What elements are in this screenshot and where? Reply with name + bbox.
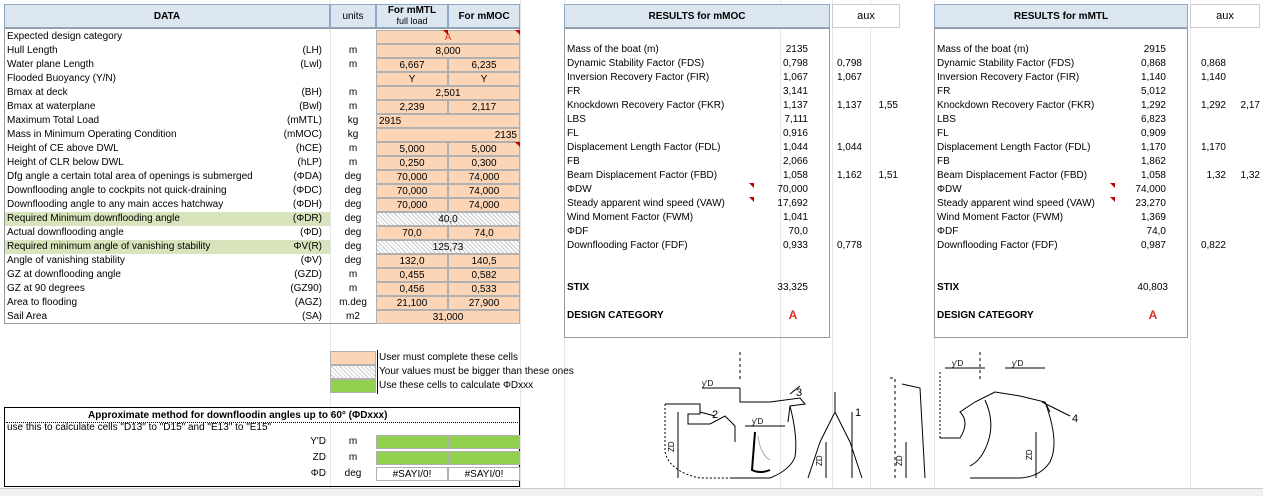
result-value[interactable]: 70,000 [777,184,808,195]
moc-cell[interactable]: 6,235 [448,58,520,72]
comment-marker [515,142,520,147]
result-aux2[interactable] [868,127,898,141]
result-aux1[interactable] [832,127,862,141]
approx-v2[interactable]: #SAYI/0! [448,467,520,481]
result-value[interactable]: 70,0 [788,226,808,237]
result-aux1[interactable]: 0,798 [836,58,862,69]
result-label: Mass of the boat (m) [937,44,1029,55]
header-for-mmoc[interactable] [448,4,520,28]
legend-user-text: User must complete these cells [379,352,518,363]
mtl-cell[interactable]: 21,100 [376,296,448,310]
legend-bigger-text: Your values must be bigger than these ones [379,366,574,377]
result-aux1[interactable]: 1,32 [1206,170,1226,181]
result-value[interactable]: 1,862 [1140,156,1166,167]
header-for-mmoc-label: For mMOC [458,10,510,22]
diagram-zd-label-1: ZD [667,441,676,452]
approx-row-unit: m [348,452,358,463]
approx-title: Approximate method for downfloodin angles up to 60° (ΦDxxx) [88,410,388,421]
data-row-abbr: (hCE) [295,143,322,154]
moc-cell[interactable]: 2,117 [448,100,520,114]
approx-row-label: ΦD [310,468,326,479]
header-data[interactable] [4,4,330,28]
result-aux2[interactable] [1230,225,1260,239]
header-for-mmtl[interactable] [376,4,448,28]
full-load-cell[interactable]: 8,000 [376,44,520,58]
mtl-cell[interactable]: 70,0 [376,226,448,240]
header-aux-label: aux [1216,10,1234,22]
result-aux1[interactable] [1196,211,1226,225]
result-aux1[interactable] [1196,43,1226,57]
header-results-mmoc[interactable] [564,4,830,28]
data-row-abbr: (LH) [302,45,322,56]
stix-value-mmoc[interactable]: 33,325 [777,282,808,293]
result-value[interactable]: 3,141 [782,86,808,97]
data-row-unit: m [348,59,358,70]
data-row-abbr: (Lwl) [300,59,322,70]
data-row-label: Required minimum angle of vanishing stability [7,241,211,252]
result-value[interactable]: 1,044 [782,142,808,153]
comment-marker [749,197,754,202]
result-aux1[interactable]: 1,137 [836,100,862,111]
approx-v1[interactable] [376,435,448,449]
data-row-label: Mass in Minimum Operating Condition [7,129,177,140]
result-aux2[interactable] [868,197,898,211]
result-aux2[interactable] [1230,211,1260,225]
result-aux1[interactable] [1196,225,1226,239]
result-value[interactable]: 74,000 [1135,184,1166,195]
approx-v1[interactable]: #SAYI/0! [376,467,448,481]
data-row-label: Sail Area [7,311,48,322]
result-label: Displacement Length Factor (FDL) [567,142,721,153]
result-aux2[interactable] [868,113,898,127]
result-aux2[interactable] [1230,239,1260,253]
result-label: Wind Moment Factor (FWM) [937,212,1064,223]
result-value[interactable]: 1,292 [1140,100,1166,111]
result-label: Mass of the boat (m) [567,44,659,55]
data-row-label: Flooded Buoyancy (Y/N) [7,73,116,84]
data-row-unit: m.deg [339,297,367,308]
result-aux2[interactable] [868,57,898,71]
result-aux2[interactable] [1230,127,1260,141]
result-value[interactable]: 1,137 [782,100,808,111]
header-units-label: units [342,10,364,22]
data-row-unit: m [348,157,358,168]
result-aux1[interactable] [832,225,862,239]
result-value[interactable]: 2135 [785,44,808,55]
diagram-zd-label-3: ZD [895,455,904,466]
mtl-cell[interactable]: 2915 [376,114,520,128]
result-value[interactable]: 0,868 [1140,58,1166,69]
diagram-yd-label-1: y'D [702,379,714,388]
downflooding-diagram [640,342,1110,488]
data-row-abbr: (ΦDH) [292,199,322,210]
comment-marker [1110,183,1115,188]
data-row-abbr: (AGZ) [294,297,322,308]
result-label: FR [937,86,951,97]
result-aux1[interactable] [1196,155,1226,169]
diagram-yd-label-2: y'D [752,417,764,426]
approx-row-unit: deg [344,468,362,479]
result-aux1[interactable] [1196,183,1226,197]
result-value[interactable]: 1,041 [782,212,808,223]
full-load-cell[interactable]: A [376,30,520,44]
legend-user-swatch [330,351,376,365]
data-row-abbr: (ΦDC) [292,185,322,196]
result-label: Downflooding Factor (FDF) [567,240,688,251]
result-label: FL [937,128,949,139]
approx-subtitle: use this to calculate cells "D13" to "D15" and "E13" to "E15" [7,422,272,433]
header-full-load-label: full load [396,16,428,26]
result-value[interactable]: 1,140 [1140,72,1166,83]
result-label: Wind Moment Factor (FWM) [567,212,694,223]
data-row-unit: m [348,269,358,280]
comment-marker [515,30,520,35]
data-row-unit: kg [347,115,359,126]
result-aux1[interactable] [1196,113,1226,127]
moc-cell[interactable]: 74,0 [448,226,520,240]
result-label: Beam Displacement Factor (FBD) [567,170,718,181]
result-aux1[interactable] [832,85,862,99]
result-value[interactable]: 23,270 [1135,198,1166,209]
result-value[interactable]: 7,111 [784,114,808,125]
diagram-label-4: 4 [1072,413,1079,425]
result-label: ΦDW [937,184,962,195]
result-aux1[interactable]: 1,162 [836,170,862,181]
result-aux1[interactable] [832,113,862,127]
result-label: Displacement Length Factor (FDL) [937,142,1091,153]
legend-calc-text: Use these cells to calculate ΦDxxx [379,380,534,391]
header-for-mmtl-label: For mMTL [387,5,437,16]
result-aux2[interactable] [1230,85,1260,99]
result-aux2[interactable] [1230,183,1260,197]
approx-row-label: Y'D [310,436,326,447]
moc-cell[interactable]: 0,533 [448,282,520,296]
result-aux2[interactable] [868,141,898,155]
data-row-label: Downflooding angle to cockpits not quick-draining [7,185,227,196]
design-category-label-mmtl: DESIGN CATEGORY [937,310,1034,321]
result-value[interactable]: 0,916 [782,128,808,139]
design-category-label-mmoc: DESIGN CATEGORY [567,310,664,321]
moc-cell[interactable]: 27,900 [448,296,520,310]
data-row-unit: m [348,143,358,154]
data-row-unit: m [348,45,358,56]
moc-cell[interactable]: 74,000 [448,198,520,212]
data-row-label: Hull Length [7,45,58,56]
data-row-abbr: (GZD) [294,269,322,280]
result-label: LBS [567,114,586,125]
result-value[interactable]: 1,058 [1140,170,1166,181]
data-row-abbr: (SA) [302,311,322,322]
diagram-yd-label-4: y'D [1012,359,1024,368]
header-results-mmtl-label: RESULTS for mMTL [1013,10,1109,22]
comment-marker [1110,197,1115,202]
moc-cell[interactable]: 0,582 [448,268,520,282]
result-label: FB [937,156,950,167]
result-value[interactable]: 17,692 [777,198,808,209]
result-aux1[interactable]: 1,170 [1200,142,1226,153]
result-label: FR [567,86,581,97]
moc-cell[interactable]: 140,5 [448,254,520,268]
data-row-label: Downflooding angle to any main acces hatchway [7,199,224,210]
mtl-cell[interactable]: 70,000 [376,184,448,198]
result-aux1[interactable]: 1,044 [836,142,862,153]
legend-divider [377,350,378,394]
result-aux2[interactable] [868,211,898,225]
diagram-label-1: 1 [855,407,862,419]
result-label: Steady apparent wind speed (VAW) [937,198,1095,209]
result-aux2[interactable] [868,43,898,57]
result-label: Downflooding Factor (FDF) [937,240,1058,251]
result-aux2[interactable] [1230,57,1260,71]
result-aux1[interactable] [1196,127,1226,141]
data-row-abbr: (BH) [301,87,322,98]
data-row-abbr: (mMTL) [287,115,322,126]
diagram-zd-label-4: ZD [1025,449,1034,460]
result-aux1[interactable] [832,183,862,197]
result-aux2[interactable]: 1,32 [1240,170,1260,181]
data-row-abbr: (ΦV) [300,255,322,266]
result-aux2[interactable] [1230,155,1260,169]
result-aux1[interactable] [832,211,862,225]
mtl-cell[interactable]: 0,455 [376,268,448,282]
result-aux1[interactable] [832,197,862,211]
data-row-label: Water plane Length [7,59,94,70]
mtl-cell[interactable]: Y [376,72,448,86]
mtl-cell[interactable]: 6,667 [376,58,448,72]
data-row-label: Area to flooding [7,297,78,308]
data-row-label: GZ at 90 degrees [7,283,85,294]
result-value[interactable]: 0,798 [782,58,808,69]
result-aux1[interactable] [1196,197,1226,211]
data-row-abbr [250,72,322,86]
data-row-abbr: (Bwl) [299,101,322,112]
data-row-unit: deg [344,171,362,182]
data-row-label: Height of CLR below DWL [7,157,124,168]
data-row-abbr: (ΦD) [300,227,322,238]
result-aux2[interactable] [1230,113,1260,127]
full-load-cell[interactable]: 125,73 [376,240,520,254]
result-label: ΦDW [567,184,592,195]
mtl-cell[interactable]: 132,0 [376,254,448,268]
approx-v2[interactable] [448,451,520,465]
result-label: FB [567,156,580,167]
legend-calc-swatch [330,379,376,393]
result-aux2[interactable] [1230,141,1260,155]
diagram-label-3: 3 [796,387,803,399]
result-label: Dynamic Stability Factor (FDS) [937,58,1075,69]
data-row-unit: m [348,87,358,98]
result-aux1[interactable]: 0,778 [836,240,862,251]
result-value[interactable]: 6,823 [1140,114,1166,125]
result-aux2[interactable] [868,155,898,169]
result-value[interactable]: 2,066 [782,156,808,167]
full-load-cell[interactable]: 40,0 [376,212,520,226]
data-row-label: Dfg angle a certain total area of openings is submerged [7,171,253,182]
data-row-abbr: (hLP) [297,157,322,168]
result-aux1[interactable]: 1,140 [1200,72,1226,83]
result-aux2[interactable]: 2,17 [1240,100,1260,111]
result-label: Dynamic Stability Factor (FDS) [567,58,705,69]
mtl-cell[interactable]: 70,000 [376,170,448,184]
mtl-cell[interactable]: 70,000 [376,198,448,212]
stix-label-mmoc: STIX [567,282,590,293]
legend-bigger-swatch [330,365,376,379]
data-row-abbr: (ΦDA) [293,171,322,182]
header-units[interactable] [330,4,376,28]
result-aux1[interactable] [1196,85,1226,99]
data-row-unit: deg [344,199,362,210]
data-row-unit: deg [344,227,362,238]
design-category-value-mmtl[interactable]: A [1148,308,1158,322]
result-aux2[interactable] [1230,43,1260,57]
result-label: LBS [937,114,956,125]
result-value[interactable]: 0,909 [1140,128,1166,139]
data-row-label: Angle of vanishing stability [7,255,125,266]
approx-v1[interactable] [376,451,448,465]
data-row-abbr: (mMOC) [283,129,322,140]
result-aux2[interactable] [868,183,898,197]
result-value[interactable]: 1,369 [1140,212,1166,223]
data-row-abbr: (ΦDR) [292,213,322,224]
stix-label-mmtl: STIX [937,282,960,293]
result-aux2[interactable] [868,85,898,99]
data-row-abbr: (GZ90) [290,283,322,294]
data-row-abbr [250,30,322,44]
result-aux2[interactable] [868,71,898,85]
result-value[interactable]: 2915 [1143,44,1166,55]
data-row-label: Expected design category [7,31,123,42]
result-label: Inversion Recovery Factor (FIR) [937,72,1080,83]
header-aux-mmtl[interactable] [1190,4,1260,28]
stix-value-mmtl[interactable]: 40,803 [1137,282,1168,293]
result-aux1[interactable]: 0,822 [1200,240,1226,251]
result-label: Knockdown Recovery Factor (FKR) [937,100,1095,111]
data-row-label: Bmax at waterplane [7,101,96,112]
result-label: Steady apparent wind speed (VAW) [567,198,725,209]
data-row-unit: kg [347,129,359,140]
comment-marker [443,30,448,35]
mtl-cell[interactable]: 0,250 [376,156,448,170]
moc-cell[interactable]: Y [448,72,520,86]
data-row-unit: deg [344,255,362,266]
design-category-value-mmoc[interactable]: A [788,308,798,322]
data-row-unit: deg [344,241,362,252]
result-label: ΦDF [937,226,959,237]
result-value[interactable]: 1,067 [782,72,808,83]
data-row-unit: m [348,283,358,294]
result-label: Knockdown Recovery Factor (FKR) [567,100,725,111]
result-aux2[interactable] [868,225,898,239]
data-row-label: Bmax at deck [7,87,68,98]
result-value[interactable]: 1,170 [1140,142,1166,153]
result-label: ΦDF [567,226,589,237]
result-aux2[interactable] [1230,197,1260,211]
data-row-unit: m2 [346,311,360,322]
diagram-label-2: 2 [712,409,719,421]
data-row-label: GZ at downflooding angle [7,269,121,280]
approx-v2[interactable] [448,435,520,449]
approx-row-label: ZD [312,452,326,463]
result-aux1[interactable]: 1,292 [1200,100,1226,111]
diagram-yd-label-3: y'D [952,359,964,368]
mtl-cell[interactable]: 5,000 [376,142,448,156]
data-row-label: Actual downflooding angle [7,227,124,238]
header-aux-mmoc[interactable] [832,4,900,28]
result-aux1[interactable]: 1,067 [836,72,862,83]
result-aux2[interactable] [1230,71,1260,85]
full-load-cell[interactable]: 2,501 [376,86,520,100]
moc-cell[interactable]: 0,300 [448,156,520,170]
data-row-label: Height of CE above DWL [7,143,119,154]
mtl-cell[interactable]: 0,456 [376,282,448,296]
result-value[interactable]: 0,933 [782,240,808,251]
result-value[interactable]: 0,987 [1140,240,1166,251]
result-aux1[interactable] [832,155,862,169]
header-results-mmoc-label: RESULTS for mMOC [648,10,746,22]
data-row-unit [330,30,376,44]
moc-cell[interactable]: 74,000 [448,170,520,184]
approx-row-unit: m [348,436,358,447]
data-row-unit: deg [344,213,362,224]
header-results-mmtl[interactable] [934,4,1188,28]
result-aux2[interactable]: 1,55 [878,100,898,111]
result-label: FL [567,128,579,139]
header-aux-label: aux [857,10,875,22]
result-value[interactable]: 74,0 [1146,226,1166,237]
header-data-label: DATA [153,10,181,22]
moc-cell[interactable]: 5,000 [448,142,520,156]
moc-cell[interactable]: 2135 [376,128,520,142]
data-row-unit: deg [344,185,362,196]
result-aux1[interactable] [832,43,862,57]
result-value[interactable]: 1,058 [782,170,808,181]
data-row-label: Maximum Total Load [7,115,100,126]
diagram-zd-label-2: ZD [815,455,824,466]
result-aux1[interactable]: 0,868 [1200,58,1226,69]
full-load-cell[interactable]: 31,000 [376,310,520,324]
comment-marker [749,183,754,188]
data-row-unit [330,72,376,86]
result-aux2[interactable] [868,239,898,253]
result-value[interactable]: 5,012 [1140,86,1166,97]
data-row-label: Required Minimum downflooding angle [7,213,180,224]
result-aux2[interactable]: 1,51 [878,170,898,181]
result-label: Beam Displacement Factor (FBD) [937,170,1088,181]
mtl-cell[interactable]: 2,239 [376,100,448,114]
data-row-unit: m [348,101,358,112]
result-label: Inversion Recovery Factor (FIR) [567,72,710,83]
moc-cell[interactable]: 74,000 [448,184,520,198]
data-row-abbr: ΦV(R) [293,241,322,252]
